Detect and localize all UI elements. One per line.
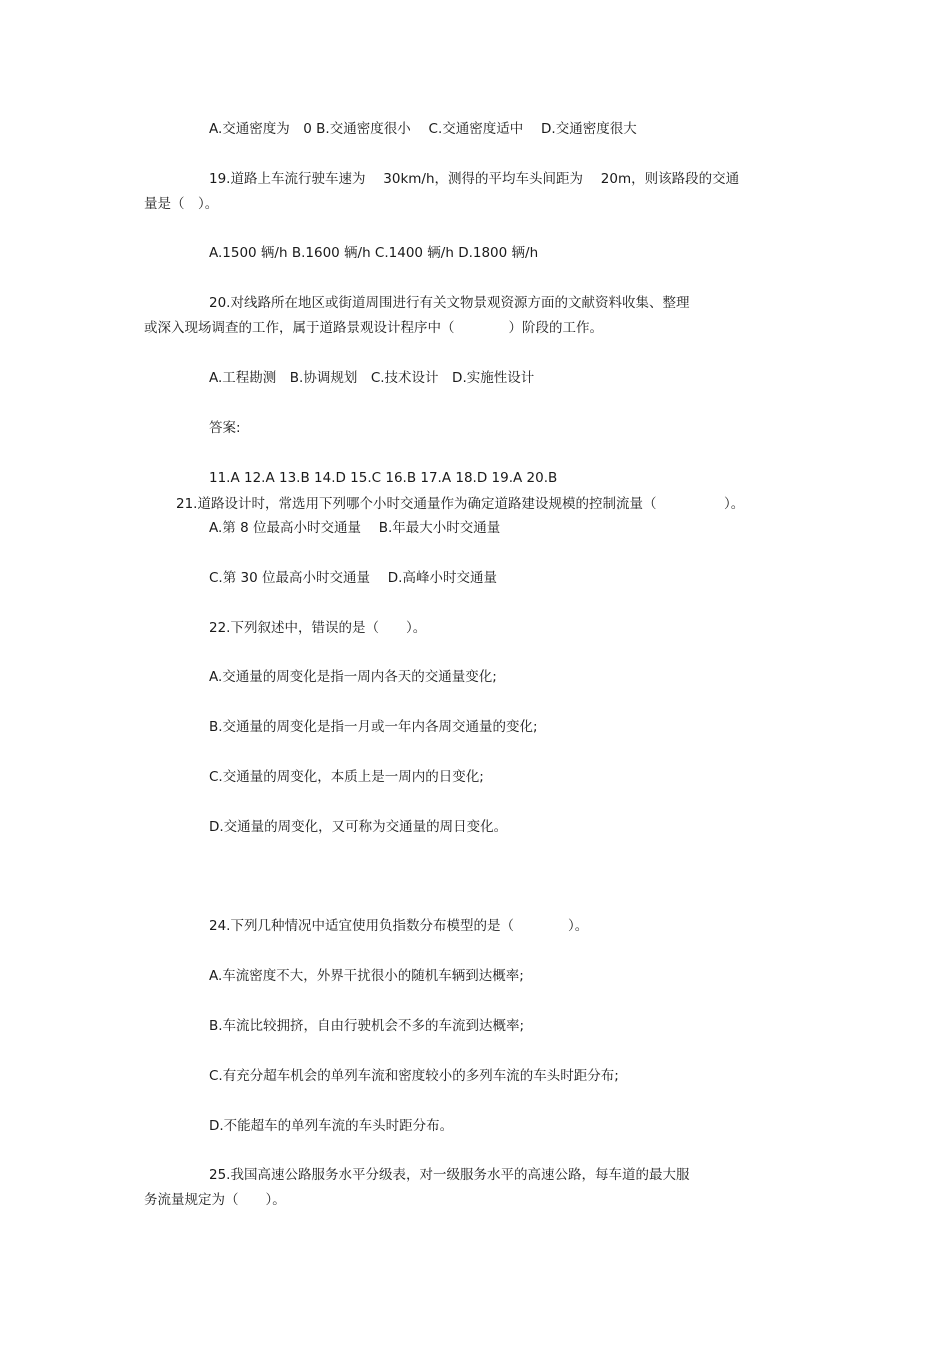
q19-stem-line-2: 量是（ ）。 bbox=[144, 196, 219, 212]
q20-options: A.工程勘测 B.协调规划 C.技术设计 D.实施性设计 bbox=[209, 370, 535, 386]
answer-heading: 答案: bbox=[209, 420, 241, 436]
q22-option-c: C.交通量的周变化，本质上是一周内的日变化; bbox=[209, 769, 484, 785]
q19-stem-line-1: 19.道路上车流行驶车速为 30km/h，测得的平均车头间距为 20m，则该路段的交通 bbox=[209, 171, 740, 187]
q24-option-a: A.车流密度不大，外界干扰很小的随机车辆到达概率; bbox=[209, 968, 524, 984]
q22-option-a: A.交通量的周变化是指一周内各天的交通量变化; bbox=[209, 669, 497, 685]
q21-options-ab: A.第 8 位最高小时交通量 B.年最大小时交通量 bbox=[209, 520, 501, 536]
q25-stem-line-2: 务流量规定为（ ）。 bbox=[144, 1192, 286, 1208]
q22-option-d: D.交通量的周变化，又可称为交通量的周日变化。 bbox=[209, 819, 508, 835]
q24-stem: 24.下列几种情况中适宜使用负指数分布模型的是（ ）。 bbox=[209, 918, 589, 934]
q18-options: A.交通密度为 0 B.交通密度很小 C.交通密度适中 D.交通密度很大 bbox=[209, 121, 637, 137]
answer-key: 11.A 12.A 13.B 14.D 15.C 16.B 17.A 18.D 19.A 20.B bbox=[209, 470, 558, 486]
q19-options: A.1500 辆/h B.1600 辆/h C.1400 辆/h D.1800 辆/h bbox=[209, 245, 539, 261]
q25-stem-line-1: 25.我国高速公路服务水平分级表，对一级服务水平的高速公路，每车道的最大服 bbox=[209, 1167, 690, 1183]
q22-option-b: B.交通量的周变化是指一月或一年内各周交通量的变化; bbox=[209, 719, 538, 735]
q21-options-cd: C.第 30 位最高小时交通量 D.高峰小时交通量 bbox=[209, 570, 497, 586]
q20-stem-line-2: 或深入现场调查的工作，属于道路景观设计程序中（ ）阶段的工作。 bbox=[144, 320, 603, 336]
q21-stem: 21.道路设计时，常选用下列哪个小时交通量作为确定道路建设规模的控制流量（ ）。 bbox=[176, 496, 745, 512]
q24-option-b: B.车流比较拥挤，自由行驶机会不多的车流到达概率; bbox=[209, 1018, 525, 1034]
q22-stem: 22.下列叙述中，错误的是（ ）。 bbox=[209, 620, 427, 636]
q24-option-d: D.不能超车的单列车流的车头时距分布。 bbox=[209, 1118, 454, 1134]
q20-stem-line-1: 20.对线路所在地区或街道周围进行有关文物景观资源方面的文献资料收集、整理 bbox=[209, 295, 690, 311]
q24-option-c: C.有充分超车机会的单列车流和密度较小的多列车流的车头时距分布; bbox=[209, 1068, 619, 1084]
